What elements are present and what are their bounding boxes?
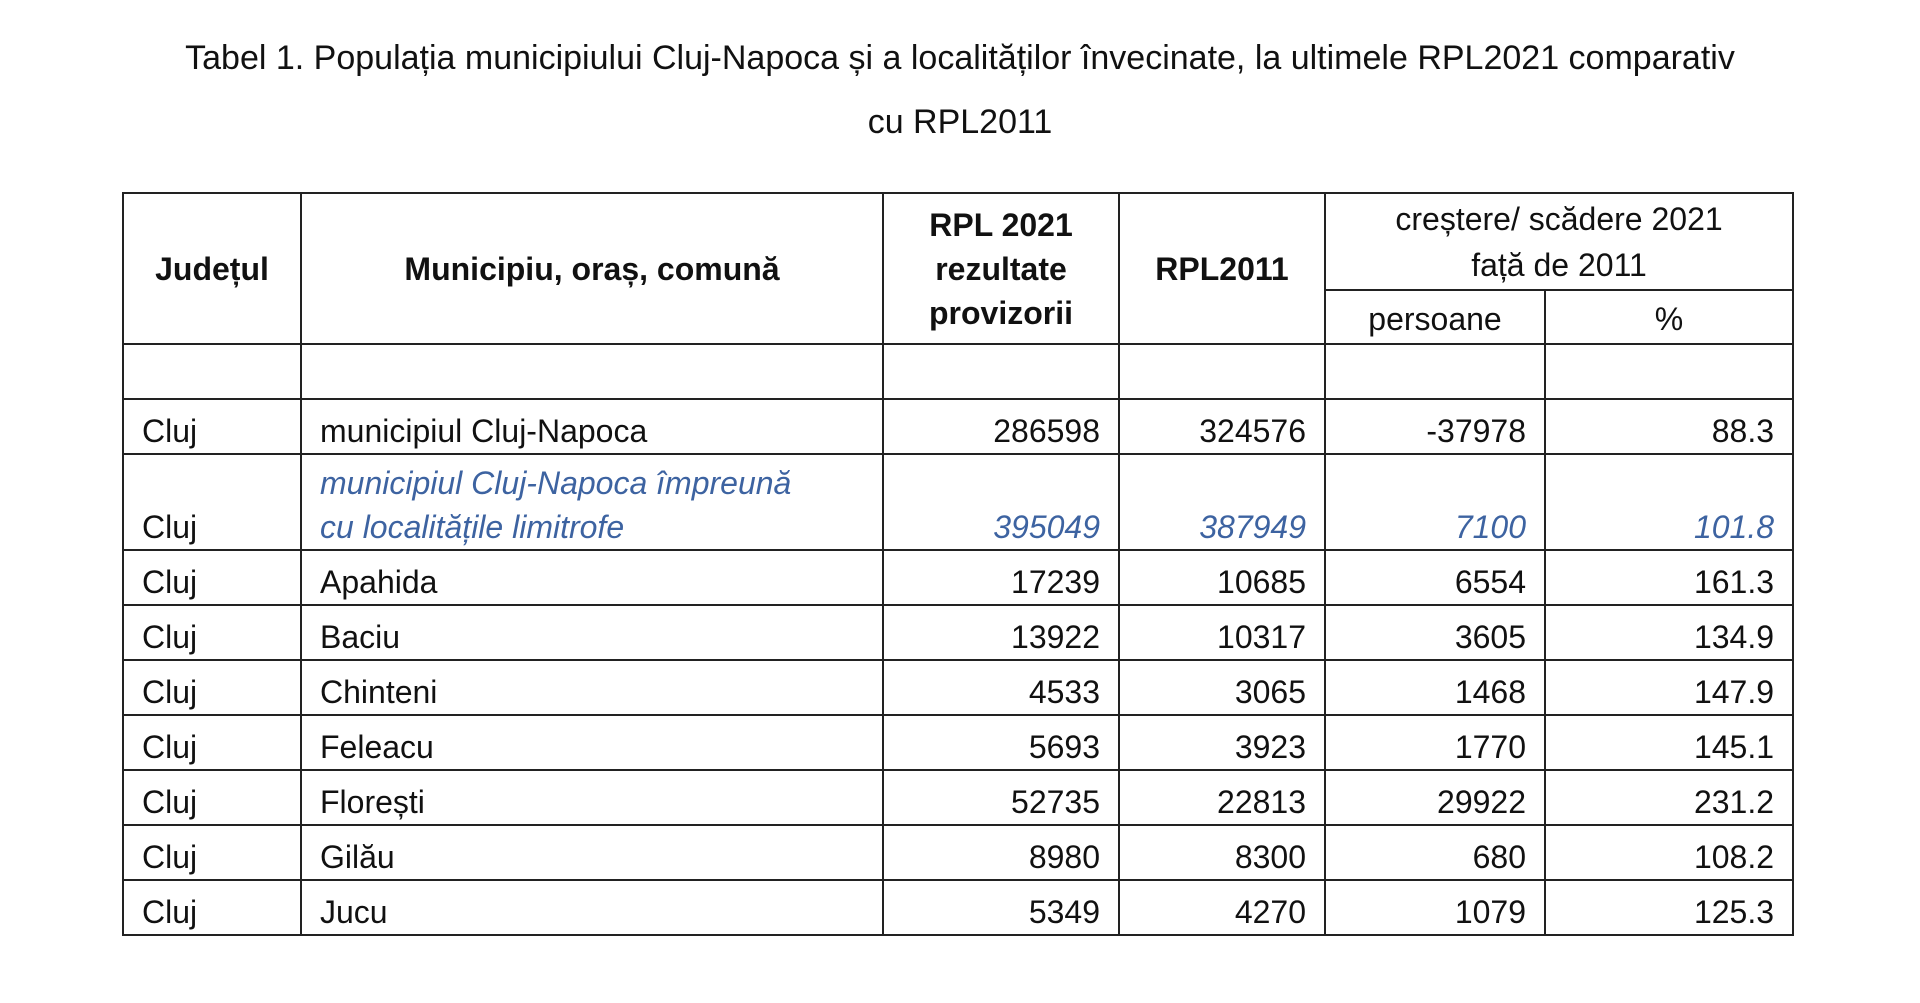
cell-rpl2011: 324576: [1119, 399, 1325, 454]
cell-rpl2011: 4270: [1119, 880, 1325, 935]
table-row-empty: [123, 344, 1793, 399]
empty-cell: [301, 344, 883, 399]
table-row: [123, 550, 1793, 605]
cell-rpl2011: 387949: [1119, 454, 1325, 550]
cell-rpl2021: 52735: [883, 770, 1119, 825]
cell-diff: -37978: [1325, 399, 1545, 454]
cell-pct: 125.3: [1545, 880, 1793, 935]
cell-pct: 134.9: [1545, 605, 1793, 660]
cell-rpl2021: 4533: [883, 660, 1119, 715]
cell-rpl2021: 17239: [883, 550, 1119, 605]
cell-pct: 161.3: [1545, 550, 1793, 605]
cell-judet: Cluj: [123, 454, 301, 550]
cell-diff: 6554: [1325, 550, 1545, 605]
cell-rpl2011: 10685: [1119, 550, 1325, 605]
header-rpl2021-line-3: provizorii: [928, 294, 1073, 331]
cell-diff: 1468: [1325, 660, 1545, 715]
cell-diff: 1079: [1325, 880, 1545, 935]
cell-diff: 680: [1325, 825, 1545, 880]
cell-rpl2021: 395049: [883, 454, 1119, 550]
table-caption: [40, 26, 1880, 154]
cell-judet: Cluj: [123, 825, 301, 880]
cell-name: municipiul Cluj-Napoca: [301, 399, 883, 454]
table-row: [123, 399, 1793, 454]
cell-pct: 145.1: [1545, 715, 1793, 770]
header-municipiu: Municipiu, oraș, comună: [301, 193, 883, 344]
cell-rpl2021: 13922: [883, 605, 1119, 660]
header-group-line-1: creștere/ scădere 2021: [1395, 200, 1723, 237]
cell-rpl2021: 5693: [883, 715, 1119, 770]
cell-pct: 101.8: [1545, 454, 1793, 550]
cell-judet: Cluj: [123, 660, 301, 715]
header-judet: Județul: [123, 193, 301, 344]
population-table: [122, 192, 1794, 936]
header-rpl2021: [883, 193, 1119, 344]
cell-name: Chinteni: [301, 660, 883, 715]
cell-judet: Cluj: [123, 605, 301, 660]
cell-rpl2011: 8300: [1119, 825, 1325, 880]
cell-diff: 1770: [1325, 715, 1545, 770]
table-row: [123, 660, 1793, 715]
cell-name: Florești: [301, 770, 883, 825]
table-row: [123, 770, 1793, 825]
cell-judet: Cluj: [123, 880, 301, 935]
cell-pct: 147.9: [1545, 660, 1793, 715]
cell-rpl2021: 8980: [883, 825, 1119, 880]
cell-name: Baciu: [301, 605, 883, 660]
cell-rpl2021: 286598: [883, 399, 1119, 454]
cell-rpl2011: 3923: [1119, 715, 1325, 770]
cell-rpl2011: 22813: [1119, 770, 1325, 825]
header-rpl2011: RPL2011: [1119, 193, 1325, 344]
empty-cell: [1119, 344, 1325, 399]
empty-cell: [883, 344, 1119, 399]
header-rpl2021-line-2: rezultate: [935, 250, 1067, 287]
header-group-line-2: față de 2011: [1471, 246, 1647, 283]
caption-line-2: cu RPL2011: [867, 103, 1053, 141]
header-rpl2021-line-1: RPL 2021: [929, 206, 1073, 243]
cell-judet: Cluj: [123, 399, 301, 454]
empty-cell: [123, 344, 301, 399]
cell-name: [301, 454, 883, 550]
header-procent: %: [1545, 290, 1793, 344]
cell-diff: 7100: [1325, 454, 1545, 550]
cell-judet: Cluj: [123, 715, 301, 770]
cell-pct: 88.3: [1545, 399, 1793, 454]
cell-rpl2011: 10317: [1119, 605, 1325, 660]
cell-name-line-1: municipiul Cluj-Napoca împreună: [320, 465, 792, 501]
cell-pct: 108.2: [1545, 825, 1793, 880]
cell-judet: Cluj: [123, 770, 301, 825]
caption-line-1: Tabel 1. Populația municipiului Cluj-Napoca și a localităților învecinate, la ultimele RPL2021 comparativ: [185, 39, 1735, 77]
header-group-change: [1325, 193, 1793, 290]
header-persoane: persoane: [1325, 290, 1545, 344]
empty-cell: [1545, 344, 1793, 399]
table-row-highlight: [123, 454, 1793, 550]
cell-rpl2011: 3065: [1119, 660, 1325, 715]
table-row: [123, 880, 1793, 935]
cell-diff: 3605: [1325, 605, 1545, 660]
empty-cell: [1325, 344, 1545, 399]
population-table-container: [122, 192, 1794, 936]
cell-name: Feleacu: [301, 715, 883, 770]
cell-diff: 29922: [1325, 770, 1545, 825]
cell-pct: 231.2: [1545, 770, 1793, 825]
table-row: [123, 715, 1793, 770]
cell-judet: Cluj: [123, 550, 301, 605]
cell-name: Jucu: [301, 880, 883, 935]
cell-name: Gilău: [301, 825, 883, 880]
table-row: [123, 825, 1793, 880]
cell-rpl2021: 5349: [883, 880, 1119, 935]
table-row: [123, 605, 1793, 660]
cell-name: Apahida: [301, 550, 883, 605]
cell-name-line-2: cu localitățile limitrofe: [320, 509, 625, 545]
